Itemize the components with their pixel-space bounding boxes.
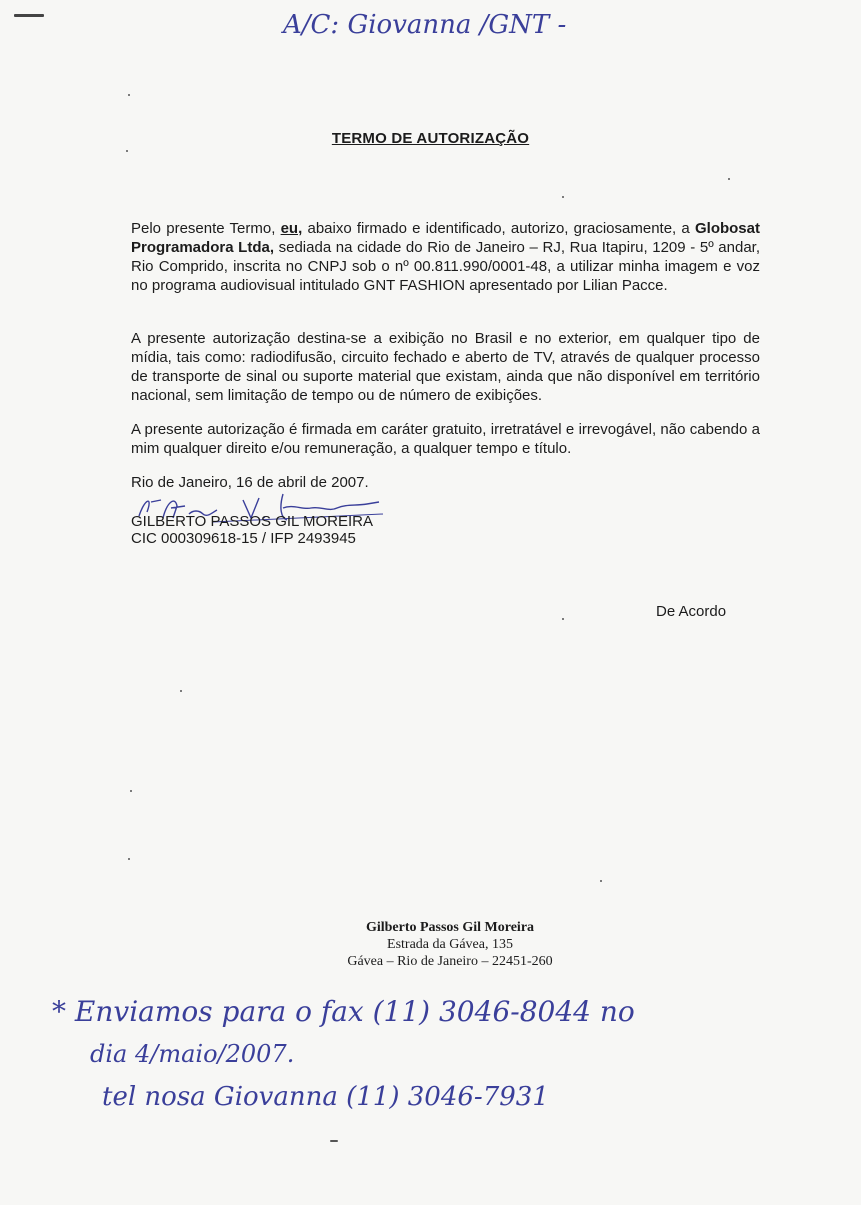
footer-city: Gávea – Rio de Janeiro – 22451-260 [347, 954, 553, 969]
paragraph-authorization [131, 219, 760, 295]
footer-street: Estrada da Gávea, 135 [387, 937, 513, 952]
scan-speck [126, 150, 128, 152]
handwritten-date-note: dia 4/maio/2007. [90, 1040, 295, 1068]
company-name: Globosat Programadora Ltda, [131, 220, 760, 256]
agreement-label: De Acordo [656, 603, 727, 620]
scan-speck [128, 858, 130, 860]
scan-speck [728, 178, 730, 180]
scan-speck [128, 94, 130, 96]
handwritten-attention-note: A/C: Giovanna /GNT - [283, 10, 567, 40]
scan-speck [562, 618, 564, 620]
scan-speck [130, 790, 132, 792]
paragraph-terms: A presente autorização é firmada em caráter gratuito, irretratável e irrevogável, não cabendo a mim qualquer direito e/ou remuneração, a qualquer tempo e título. [131, 421, 760, 457]
scan-speck [180, 690, 182, 692]
signer-document: CIC 000309618-15 / IFP 2493945 [131, 530, 356, 547]
handwritten-phone-note: tel nosa Giovanna (11) 3046-7931 [102, 1082, 549, 1112]
paragraph1-part1: Pelo presente Termo, [131, 220, 281, 237]
handwritten-fax-note: * Enviamos para o fax (11) 3046-8044 no [52, 995, 635, 1028]
paragraph-purpose: A presente autorização destina-se a exibição no Brasil e no exterior, em qualquer tipo de mídia, tais como: radiodifusão, circuito fechado e aberto de TV, através de qualquer processo de transporte de sinal ou suporte material que existam, ainda que não disponível em território nacional, sem limitação de tempo ou de número de exibições. [131, 330, 760, 404]
place-date: Rio de Janeiro, 16 de abril de 2007. [131, 474, 369, 491]
scan-speck [600, 880, 602, 882]
paragraph1-part3: sediada na cidade do Rio de Janeiro – RJ, Rua Itapiru, 1209 - 5º andar, Rio Comprido, inscrita no CNPJ sob o nº 00.811.990/0001-48, a utilizar minha imagem e voz no programa audiovisual intitulado GNT FASHION apresentado por Lilian Pacce. [131, 239, 761, 294]
document-title: TERMO DE AUTORIZAÇÃO [331, 130, 530, 147]
scan-speck [14, 14, 44, 17]
footer-name: Gilberto Passos Gil Moreira [365, 920, 535, 935]
scan-speck [562, 196, 564, 198]
paragraph1-eu: eu, [280, 220, 303, 237]
paragraph1-part2: abaixo firmado e identificado, autorizo, graciosamente, a [302, 220, 695, 237]
scan-speck [330, 1140, 338, 1142]
signer-name: GILBERTO PASSOS GIL MOREIRA [131, 513, 374, 530]
